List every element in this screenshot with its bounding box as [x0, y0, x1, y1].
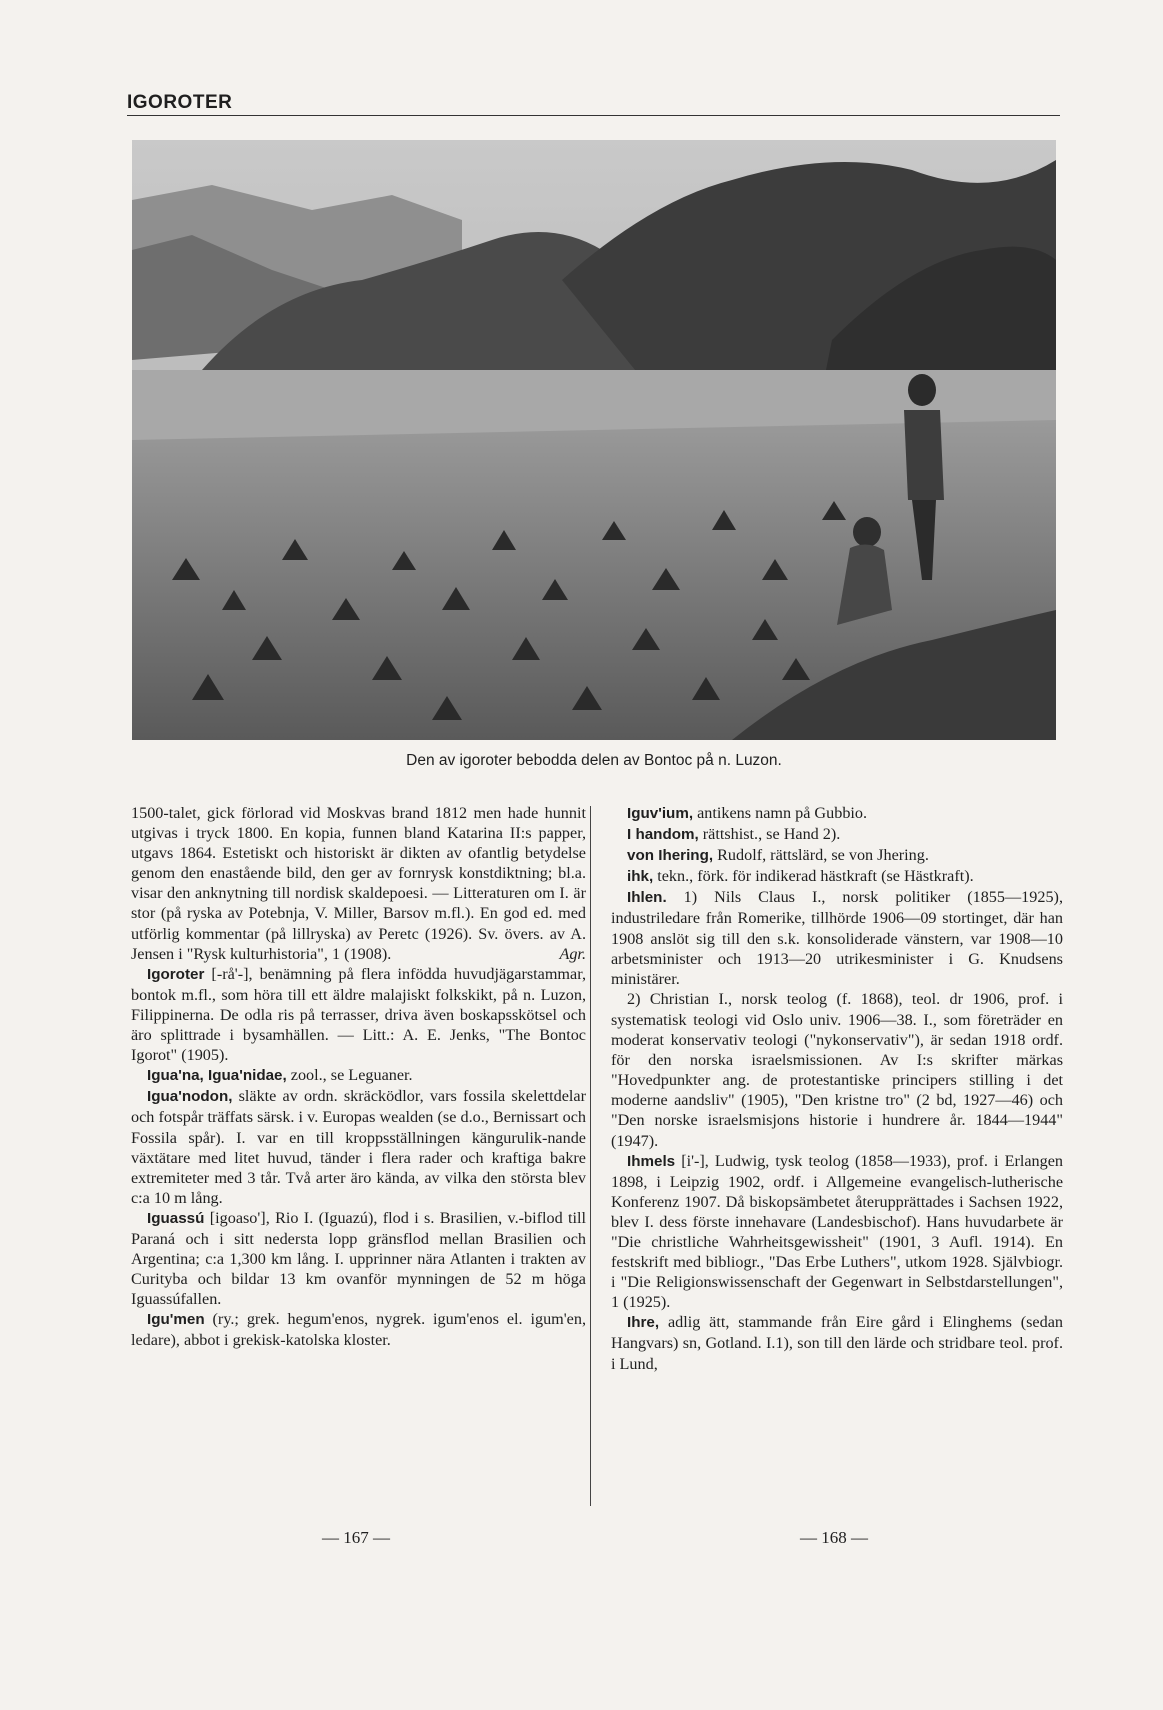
headword: Igua'nodon,	[147, 1088, 233, 1106]
entry-iguana: Igua'na, Igua'nidae, zool., se Leguaner.	[147, 1066, 413, 1085]
entry-ihre: Ihre, adlig ätt, stammande från Eire gård i Elinghems (sedan Hangvars) sn, Gotland. I.1), son till den lärde och stridbare teol. prof. i Lund,	[611, 1313, 1063, 1373]
headword: Ihre,	[627, 1314, 660, 1332]
headword: Igu'men	[147, 1311, 205, 1329]
entry-ihlen-christian: 2) Christian I., norsk teolog (f. 1868), teol. dr 1906, prof. i systematisk teologi vid Oslo univ. 1906—38. I., som företräder en moderat konservativ teologi ("nykonservativ"), är sedan 1918 ordf. för den norska israelsmissionen. Av I:s skrifter märkas "Hovedpunkter ang. de protestantiske principers stilling i det moderne aandsliv" (1905), "Den kristne tro" (2 bd, 1927—46) och "Den norske israelsmisjons historie i hundrere år. 1844—1944" (1947).	[611, 989, 1063, 1150]
author-signature: Agr.	[559, 944, 586, 963]
header-rule	[127, 115, 1060, 116]
figure-caption: Den av igoroter bebodda delen av Bontoc på n. Luzon.	[406, 752, 782, 769]
left-column	[131, 803, 586, 1351]
running-head: IGOROTER	[127, 92, 233, 113]
entry-ihmels: Ihmels [i'-], Ludwig, tysk teolog (1858—1933), prof. i Erlangen 1898, i Leipzig 1902, ordf. i Allgemeine evangelisch-lutherische Konferenz 1907. Då biskopsämbetet återupprättades i Sachsen 1922, blev I. dess förste innehavare (Landesbischof). Hans huvudarbete är "Die christliche Wahrheitsgewissheit" (1901, 3 Aufl. 1914). En festskrift med bibliogr., "Das Erbe Luthers", utkom 1928. Självbiogr. i "Die Religionswissenschaft der Gegenwart in Selbstdarstellungen", 1 (1925).	[611, 1151, 1063, 1312]
entry-iguvium: Iguv'ium, antikens namn på Gubbio.	[627, 804, 868, 822]
entry-iguassu: Iguassú [igoaso'], Rio I. (Iguazú), flod i s. Brasilien, v.-biflod till Paraná och i sitt nedersta lopp gränsflod mellan Brasilien och Argentina; c:a 1,300 km lång. I. upprinner nära Atlanten i trakten av Curityba och bildar 13 km ovanför mynningen de 52 m höga Iguassúfallen.	[131, 1208, 586, 1309]
headword: Iguassú	[147, 1209, 205, 1227]
column-divider	[590, 806, 591, 1506]
entry-von-ihering: von Ihering, Rudolf, rättslärd, se von Jhering.	[627, 846, 929, 865]
entry-i-handom: I handom, rättshist., se Hand 2).	[627, 825, 841, 844]
entry-ihlen: Ihlen. 1) Nils Claus I., norsk politiker (1855—1925), industriledare från Romerike, tillhörde 1906—09 stortinget, där han 1908 anslöt sig till den s.k. konsoliderade vänstern, var 1908—10 arbetsminister och 1913—20 utrikesminister i G. Knudsens ministärer.	[611, 888, 1063, 988]
headword: ihk,	[627, 868, 654, 886]
headword: Ihlen.	[627, 889, 667, 907]
page-number-right: — 168 —	[800, 1528, 868, 1547]
continuation-paragraph: 1500-talet, gick förlorad vid Moskvas brand 1812 men hade hunnit utgivas i tryck 1800. En kopia, funnen bland Katarina II:s papper, utgavs 1864. Estetiskt och historiskt är dikten av ofantlig betydelse genom den enastående bild, den ger av fornrysk konstdiktning; bl.a. visar den anknytning till nordisk skaldepoesi. — Litteraturen om I. är stor (på ryska av Potebnja, V. Miller, Barsov m.fl.). En god ed. med utförlig kommentar (på lillryska) av Peretc (1926). Sv. övers. av A. Jensen i "Rysk kulturhistoria", 1 (1908). Agr.	[131, 804, 586, 963]
headword: I handom,	[627, 826, 699, 844]
headword: von Ihering,	[627, 847, 714, 865]
entry-igumen: Igu'men (ry.; grek. hegum'enos, nygrek. igum'enos el. igum'en, ledare), abbot i grekisk-katolska kloster.	[131, 1310, 586, 1350]
entry-ihk: ihk, tekn., förk. för indikerad hästkraft (se Hästkraft).	[627, 867, 974, 886]
right-column	[611, 803, 1063, 1374]
entry-iguanodon: Igua'nodon, släkte av ordn. skräcködlor, vars fossila skelettdelar och fotspår träffats särsk. i v. Europas wealden (se d.o., Bernissart och Fossila spår). I. var en till kroppsställningen kängurulik-nande växtätare med litet huvud, tänder i flera rader och kraftiga bakre extremiteter med 3 tår. Två arter äro kända, av vilka den största blev c:a 10 m lång.	[131, 1087, 586, 1207]
headword: Ihmels	[627, 1152, 676, 1170]
entry-igoroter: Igoroter [-rå'-], benämning på flera infödda huvudjägarstammar, bontok m.fl., som höra till ett äldre malajiskt folkskikt, på n. Luzon, Filippinerna. De odla ris på terrasser, driva även boskapsskötsel och äro splittrade i bysamhällen. — Litt.: A. E. Jenks, "The Bontoc Igorot" (1905).	[131, 964, 586, 1065]
headword: Igua'na, Igua'nidae,	[147, 1067, 287, 1085]
headword: Igoroter	[147, 965, 205, 983]
page-number-left: — 167 —	[322, 1528, 390, 1547]
headword: Iguv'ium,	[627, 805, 694, 822]
village-photograph	[132, 140, 1056, 740]
